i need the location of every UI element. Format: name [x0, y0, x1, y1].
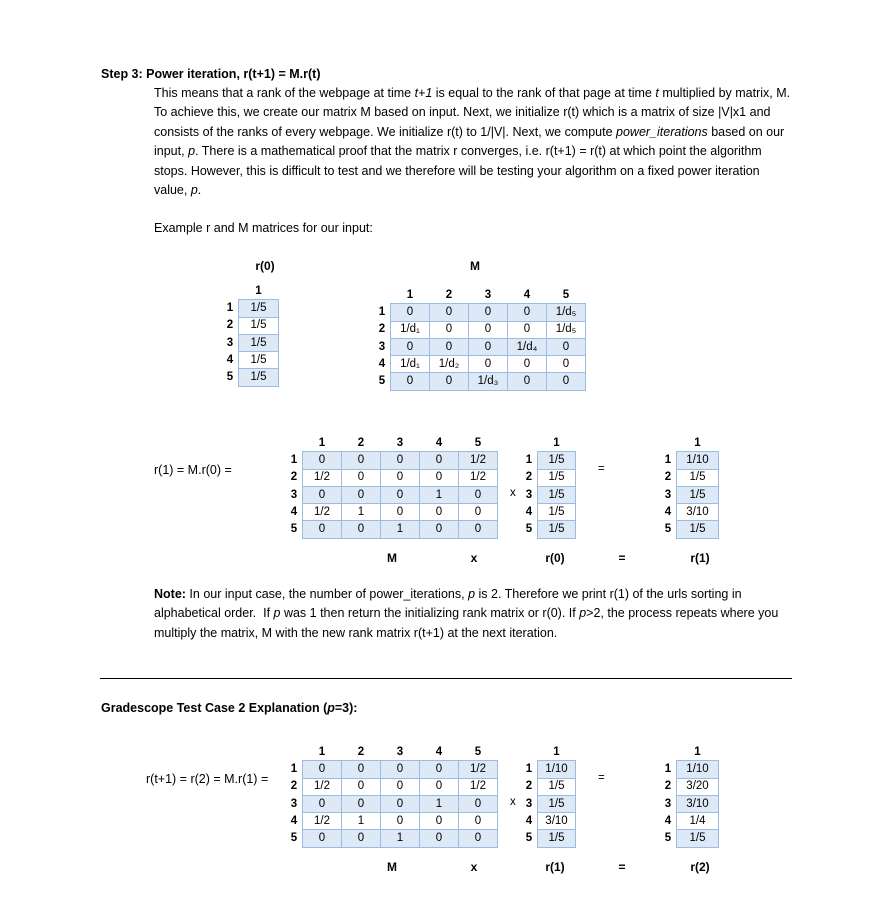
matrix-col-header: 4 [420, 744, 459, 761]
matrix-row-header: 3 [226, 336, 234, 349]
eq1-caption-eq: = [618, 551, 626, 565]
matrix-row-header: 1 [525, 453, 533, 466]
matrix-row-header: 4 [378, 357, 386, 370]
matrix-row-header: 1 [664, 762, 672, 775]
matrix-cell: 1/5 [538, 486, 576, 503]
matrix-cell: 0 [342, 452, 381, 469]
matrix-cell: 0 [469, 304, 508, 321]
matrix-corner [660, 744, 677, 761]
matrix-row [222, 352, 279, 369]
matrix-cell: 0 [303, 830, 342, 847]
matrix-row-header: 3 [525, 797, 533, 810]
matrix-row-header: 5 [525, 523, 533, 536]
matrix-corner [660, 435, 677, 452]
matrix-row [374, 338, 586, 355]
matrix-cell: 0 [459, 830, 498, 847]
matrix-row-header: 5 [226, 371, 234, 384]
matrix-col-header: 1 [239, 283, 279, 300]
matrix-cell: 0 [459, 795, 498, 812]
matrix-corner [521, 435, 538, 452]
matrix-row-header: 5 [664, 832, 672, 845]
matrix-row [521, 795, 576, 812]
matrix-cell: 0 [381, 778, 420, 795]
matrix-row [521, 504, 576, 521]
matrix-row-header: 1 [290, 453, 298, 466]
matrix-table [521, 435, 576, 539]
matrix-cell: 1/5 [538, 504, 576, 521]
matrix-row-header: 2 [664, 471, 672, 484]
matrix-cell: 1/10 [677, 761, 719, 778]
matrix-row-header: 1 [226, 301, 234, 314]
matrix-cell: 1/5 [239, 352, 279, 369]
matrix-cell: 0 [508, 373, 547, 390]
matrix-row-header: 2 [664, 780, 672, 793]
matrix-cell: 1/4 [677, 813, 719, 830]
matrix-row [286, 452, 498, 469]
matrix-cell: 0 [342, 761, 381, 778]
matrix-cell: 1 [420, 795, 459, 812]
eq1-m-matrix [286, 435, 498, 539]
matrix-cell: 0 [303, 795, 342, 812]
matrix-cell: 1/5 [677, 469, 719, 486]
matrix-cell: 1/5 [538, 795, 576, 812]
matrix-cell: 0 [420, 813, 459, 830]
matrix-cell: 0 [381, 761, 420, 778]
matrix-cell: 1 [342, 504, 381, 521]
matrix-cell: 1 [420, 486, 459, 503]
matrix-cell: 0 [342, 469, 381, 486]
matrix-row [286, 521, 498, 538]
matrix-cell: 1/5 [538, 469, 576, 486]
matrix-row [286, 778, 498, 795]
r0-title: r(0) [255, 259, 275, 273]
matrix-table [286, 744, 498, 848]
eq1-result-matrix [660, 435, 719, 539]
matrix-col-header: 3 [469, 287, 508, 304]
matrix-cell: 3/10 [677, 795, 719, 812]
matrix-row [521, 761, 576, 778]
matrix-cell: 0 [420, 761, 459, 778]
matrix-table [374, 287, 586, 391]
matrix-row-header: 1 [290, 762, 298, 775]
eq2-v-matrix [521, 744, 576, 848]
matrix-col-header: 5 [547, 287, 586, 304]
matrix-cell: 1/5 [538, 830, 576, 847]
eq2-result-matrix [660, 744, 719, 848]
matrix-cell: 1/d₅ [547, 321, 586, 338]
matrix-row-header: 2 [525, 471, 533, 484]
matrix-cell: 0 [508, 304, 547, 321]
matrix-cell: 0 [508, 356, 547, 373]
m-symbolic-matrix [374, 287, 586, 391]
matrix-row [222, 369, 279, 386]
matrix-row [521, 830, 576, 847]
matrix-cell: 0 [469, 321, 508, 338]
matrix-row [660, 469, 719, 486]
eq2-caption-x: x [470, 860, 478, 874]
matrix-row [286, 486, 498, 503]
matrix-cell: 0 [420, 521, 459, 538]
matrix-cell: 0 [459, 813, 498, 830]
eq2-equals: = [598, 772, 605, 784]
matrix-cell: 0 [469, 338, 508, 355]
matrix-row [286, 469, 498, 486]
matrix-cell: 1/2 [459, 469, 498, 486]
matrix-cell: 0 [342, 486, 381, 503]
matrix-cell: 0 [420, 452, 459, 469]
matrix-cell: 1/2 [303, 813, 342, 830]
eq2-caption-m: M [387, 860, 397, 874]
matrix-row-header: 4 [525, 505, 533, 518]
matrix-row [660, 778, 719, 795]
matrix-row [521, 813, 576, 830]
matrix-row-header: 4 [290, 505, 298, 518]
matrix-row-header: 5 [290, 523, 298, 536]
matrix-cell: 0 [342, 795, 381, 812]
matrix-cell: 0 [381, 795, 420, 812]
matrix-col-header: 1 [677, 744, 719, 761]
matrix-row-header: 5 [290, 832, 298, 845]
matrix-row [222, 317, 279, 334]
matrix-col-header: 4 [508, 287, 547, 304]
matrix-cell: 3/10 [538, 813, 576, 830]
matrix-cell: 3/20 [677, 778, 719, 795]
note-paragraph: Note: In our input case, the number of power_iterations, p is 2. Therefore we print r(1) of the urls sorting in alphabetical order. If p was 1 then return the initializing rank matrix or r(0). If p>2, the process repeats where you multiply the matrix, M with the new rank matrix r(t+1) at the next iteration. [154, 587, 779, 640]
matrix-cell: 0 [430, 373, 469, 390]
matrix-row [286, 761, 498, 778]
matrix-cell: 0 [391, 373, 430, 390]
matrix-cell: 1/5 [239, 300, 279, 317]
eq2-caption-v: r(1) [545, 860, 565, 874]
matrix-row [374, 321, 586, 338]
matrix-col-header: 2 [342, 435, 381, 452]
matrix-cell: 1/5 [677, 521, 719, 538]
matrix-row-header: 3 [525, 488, 533, 501]
matrix-row [521, 469, 576, 486]
matrix-cell: 1/5 [239, 317, 279, 334]
matrix-row [660, 795, 719, 812]
matrix-row-header: 2 [378, 323, 386, 336]
matrix-row [222, 300, 279, 317]
matrix-cell: 1/2 [459, 452, 498, 469]
matrix-col-header: 1 [538, 744, 576, 761]
matrix-cell: 1/2 [303, 469, 342, 486]
matrix-cell: 0 [342, 778, 381, 795]
matrix-cell: 1/2 [459, 761, 498, 778]
matrix-cell: 0 [391, 304, 430, 321]
matrix-cell: 1/d₂ [430, 356, 469, 373]
matrix-corner [374, 287, 391, 304]
matrix-cell: 0 [303, 486, 342, 503]
eq2-caption-eq: = [618, 860, 626, 874]
matrix-cell: 0 [547, 373, 586, 390]
matrix-row-header: 2 [525, 780, 533, 793]
matrix-table [521, 744, 576, 848]
eq1-equals: = [598, 463, 605, 475]
matrix-col-header: 5 [459, 744, 498, 761]
matrix-cell: 0 [508, 321, 547, 338]
matrix-cell: 1/d₄ [508, 338, 547, 355]
matrix-row [660, 452, 719, 469]
matrix-cell: 0 [420, 778, 459, 795]
eq1-label: r(1) = M.r(0) = [154, 463, 232, 477]
matrix-cell: 1/2 [303, 504, 342, 521]
matrix-row [521, 486, 576, 503]
matrix-cell: 0 [459, 521, 498, 538]
matrix-cell: 3/10 [677, 504, 719, 521]
matrix-row-header: 3 [664, 797, 672, 810]
step3-heading: Step 3: Power iteration, r(t+1) = M.r(t) [101, 67, 321, 81]
matrix-cell: 1/d₁ [391, 321, 430, 338]
matrix-row-header: 4 [664, 505, 672, 518]
matrix-cell: 1/5 [538, 778, 576, 795]
matrix-col-header: 3 [381, 435, 420, 452]
matrix-row [660, 504, 719, 521]
matrix-cell: 0 [420, 504, 459, 521]
matrix-row [521, 778, 576, 795]
matrix-cell: 0 [391, 338, 430, 355]
matrix-cell: 0 [381, 469, 420, 486]
matrix-cell: 1/d₅ [547, 304, 586, 321]
matrix-row-header: 4 [290, 814, 298, 827]
matrix-row [222, 334, 279, 351]
section-divider [100, 678, 792, 679]
matrix-cell: 1 [381, 830, 420, 847]
example-label: Example r and M matrices for our input: [154, 221, 373, 235]
matrix-cell: 1/10 [677, 452, 719, 469]
matrix-cell: 0 [547, 356, 586, 373]
matrix-row [660, 813, 719, 830]
matrix-col-header: 1 [303, 435, 342, 452]
eq2-caption-res: r(2) [690, 860, 710, 874]
matrix-cell: 0 [381, 813, 420, 830]
matrix-row-header: 5 [664, 523, 672, 536]
matrix-col-header: 1 [538, 435, 576, 452]
matrix-row-header: 4 [664, 814, 672, 827]
matrix-cell: 1/5 [538, 521, 576, 538]
matrix-corner [521, 744, 538, 761]
matrix-cell: 1/2 [459, 778, 498, 795]
matrix-row-header: 4 [226, 353, 234, 366]
matrix-col-header: 1 [303, 744, 342, 761]
matrix-cell: 0 [303, 521, 342, 538]
matrix-table [286, 435, 498, 539]
matrix-row [660, 830, 719, 847]
eq2-label: r(t+1) = r(2) = M.r(1) = [146, 772, 269, 786]
matrix-row-header: 3 [378, 340, 386, 353]
matrix-cell: 0 [381, 486, 420, 503]
matrix-cell: 1/5 [538, 452, 576, 469]
matrix-cell: 0 [459, 486, 498, 503]
gradescope-heading: Gradescope Test Case 2 Explanation (p=3): [101, 701, 358, 715]
matrix-col-header: 3 [381, 744, 420, 761]
matrix-row [374, 356, 586, 373]
matrix-row-header: 2 [290, 471, 298, 484]
matrix-row-header: 2 [226, 319, 234, 332]
matrix-cell: 0 [430, 338, 469, 355]
matrix-row-header: 1 [525, 762, 533, 775]
matrix-row [374, 373, 586, 390]
matrix-cell: 1/2 [303, 778, 342, 795]
eq1-caption-res: r(1) [690, 551, 710, 565]
matrix-row [286, 830, 498, 847]
matrix-col-header: 2 [342, 744, 381, 761]
matrix-cell: 0 [303, 761, 342, 778]
matrix-cell: 0 [342, 830, 381, 847]
eq2-m-matrix [286, 744, 498, 848]
matrix-row-header: 5 [525, 832, 533, 845]
matrix-cell: 1/5 [677, 486, 719, 503]
m-title: M [470, 259, 480, 273]
step3-paragraph: This means that a rank of the webpage at time t+1 is equal to the rank of that page at time t multiplied by matrix, M. To achieve this, we create our matrix M based on input. Next, we initialize r(t) which is a matrix of size |V|x1 and consists of the ranks of every webpage. We initialize r(t) to 1/|V|. Next, we compute power_iterations based on our input, p. There is a mathematical proof that the matrix r converges, i.e. r(t+1) = r(t) at which point the algorithm stops. However, this is difficult to test and we therefore will be testing your algorithm on a fixed power iteration value, p. [154, 86, 791, 198]
matrix-cell: 0 [381, 504, 420, 521]
matrix-row-header: 2 [290, 780, 298, 793]
matrix-row [521, 521, 576, 538]
matrix-row [374, 304, 586, 321]
matrix-cell: 1/5 [677, 830, 719, 847]
matrix-row-header: 3 [664, 488, 672, 501]
matrix-cell: 0 [547, 338, 586, 355]
matrix-cell: 0 [303, 452, 342, 469]
r0-matrix [222, 283, 279, 387]
matrix-table [660, 435, 719, 539]
matrix-row [521, 452, 576, 469]
matrix-cell: 0 [430, 321, 469, 338]
matrix-cell: 1/5 [239, 369, 279, 386]
matrix-row [660, 521, 719, 538]
matrix-cell: 1/d₃ [469, 373, 508, 390]
matrix-cell: 1/d₁ [391, 356, 430, 373]
eq1-v-matrix [521, 435, 576, 539]
matrix-cell: 1/5 [239, 334, 279, 351]
eq1-caption-x: x [470, 551, 478, 565]
matrix-cell: 1 [381, 521, 420, 538]
matrix-row [286, 795, 498, 812]
matrix-corner [286, 744, 303, 761]
matrix-cell: 0 [342, 521, 381, 538]
matrix-cell: 0 [420, 830, 459, 847]
eq1-caption-v: r(0) [545, 551, 565, 565]
matrix-cell: 0 [381, 452, 420, 469]
matrix-row-header: 3 [290, 488, 298, 501]
matrix-table [660, 744, 719, 848]
matrix-row-header: 5 [378, 375, 386, 388]
matrix-row-header: 1 [378, 305, 386, 318]
matrix-row [286, 813, 498, 830]
matrix-col-header: 1 [677, 435, 719, 452]
eq1-times: x [510, 487, 516, 499]
matrix-table [222, 283, 279, 387]
matrix-cell: 1 [342, 813, 381, 830]
matrix-col-header: 5 [459, 435, 498, 452]
matrix-cell: 0 [459, 504, 498, 521]
matrix-col-header: 1 [391, 287, 430, 304]
matrix-corner [222, 283, 239, 300]
matrix-row [286, 504, 498, 521]
matrix-row [660, 486, 719, 503]
matrix-cell: 0 [469, 356, 508, 373]
eq1-caption-m: M [387, 551, 397, 565]
matrix-col-header: 4 [420, 435, 459, 452]
matrix-corner [286, 435, 303, 452]
matrix-row-header: 4 [525, 814, 533, 827]
matrix-col-header: 2 [430, 287, 469, 304]
matrix-row-header: 1 [664, 453, 672, 466]
matrix-row-header: 3 [290, 797, 298, 810]
matrix-cell: 1/10 [538, 761, 576, 778]
matrix-cell: 0 [420, 469, 459, 486]
eq2-times: x [510, 796, 516, 808]
matrix-cell: 0 [430, 304, 469, 321]
matrix-row [660, 761, 719, 778]
